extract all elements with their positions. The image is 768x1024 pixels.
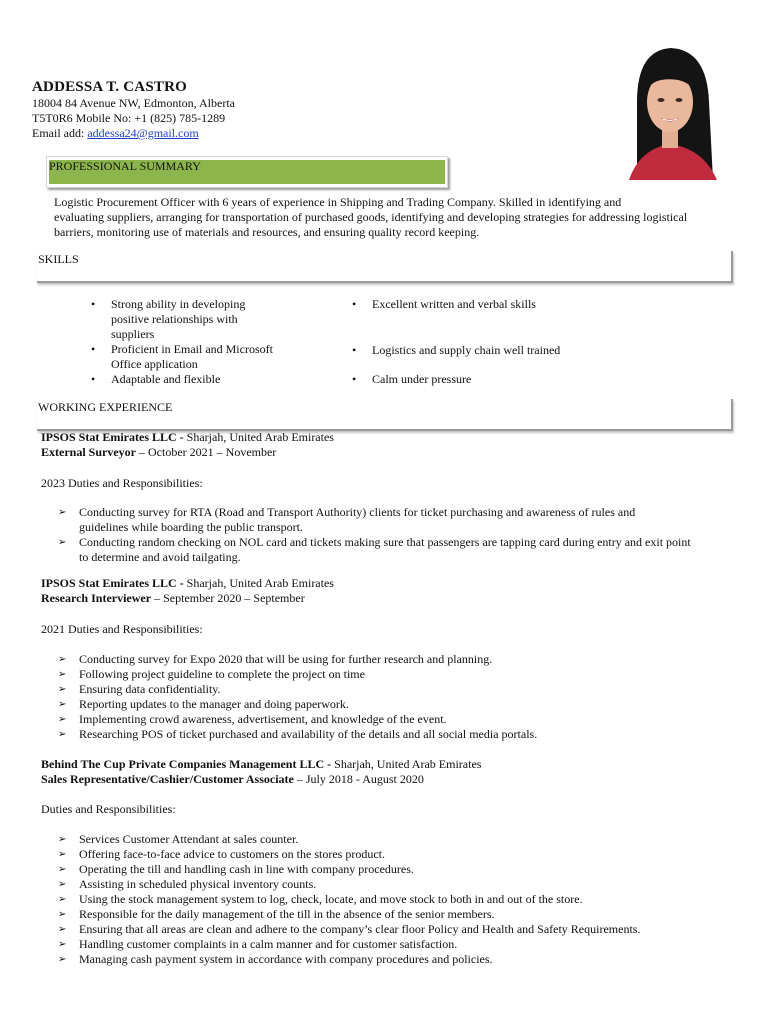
duty-text: Researching POS of ticket purchased and availability of the details and all social media portals. — [79, 727, 538, 741]
duty-text: Reporting updates to the manager and doing paperwork. — [79, 697, 349, 711]
list-item — [58, 832, 722, 847]
skill-text: suppliers — [111, 327, 155, 341]
list-item — [58, 682, 722, 697]
job-role: Sales Representative/Cashier/Customer Associate — [41, 772, 294, 786]
skill-text: Calm under pressure — [372, 372, 472, 386]
email-link[interactable]: addessa24@gmail.com — [87, 126, 199, 140]
duty-text: Conducting survey for RTA (Road and Transport Authority) clients for ticket purchasing and awareness of rules and — [79, 505, 636, 519]
list-item — [58, 907, 722, 922]
email-label: Email add: — [32, 126, 88, 140]
list-item — [58, 847, 722, 862]
arrow-bullet-icon: ➢ — [58, 654, 67, 665]
bullet-icon: • — [352, 372, 357, 386]
arrow-bullet-icon: ➢ — [58, 669, 67, 680]
candidate-name: ADDESSA T. CASTRO — [32, 79, 187, 95]
list-item — [58, 535, 722, 565]
skills-left-item — [91, 372, 311, 387]
skills-right-item — [352, 372, 692, 387]
skill-text: Adaptable and flexible — [111, 372, 221, 386]
skill-text: Office application — [111, 357, 198, 371]
duty-text: Operating the till and handling cash in line with company procedures. — [79, 862, 414, 876]
job-role: External Surveyor — [41, 445, 136, 459]
arrow-bullet-icon: ➢ — [58, 879, 67, 890]
arrow-bullet-icon: ➢ — [58, 924, 67, 935]
list-item — [58, 667, 722, 682]
arrow-bullet-icon: ➢ — [58, 729, 67, 740]
list-item — [58, 727, 722, 742]
skill-text: Logistics and supply chain well trained — [372, 343, 561, 357]
duties-title: 2023 Duties and Responsibilities: — [41, 476, 203, 490]
job-header — [41, 757, 721, 787]
duty-text: guidelines while boarding the public transport. — [79, 520, 303, 534]
bullet-icon: • — [352, 297, 357, 311]
bullet-icon: • — [91, 297, 96, 311]
arrow-bullet-icon: ➢ — [58, 939, 67, 950]
summary-line: Logistic Procurement Officer with 6 years of experience in Shipping and Trading Company. Skilled in identifying and — [54, 195, 622, 209]
list-item — [58, 712, 722, 727]
arrow-bullet-icon: ➢ — [58, 507, 67, 518]
list-item — [58, 937, 722, 952]
company-name: IPSOS Stat Emirates LLC - — [41, 576, 187, 590]
list-item — [58, 892, 722, 907]
summary-heading-box — [46, 156, 448, 188]
list-item — [58, 877, 722, 892]
skill-text: Proficient in Email and Microsoft — [111, 342, 273, 356]
arrow-bullet-icon: ➢ — [58, 849, 67, 860]
job-role: Research Interviewer — [41, 591, 152, 605]
company-name: Behind The Cup Private Companies Management LLC - — [41, 757, 335, 771]
company-name: IPSOS Stat Emirates LLC - — [41, 430, 187, 444]
experience-heading: WORKING EXPERIENCE — [38, 400, 173, 414]
skill-text: Strong ability in developing — [111, 297, 246, 311]
arrow-bullet-icon: ➢ — [58, 954, 67, 965]
summary-line: barriers, monitoring use of materials and resources, and ensuring quality record keeping. — [54, 225, 480, 239]
duty-text: Assisting in scheduled physical inventory counts. — [79, 877, 317, 891]
job-dates: – July 2018 - August 2020 — [293, 772, 424, 786]
list-item — [58, 922, 722, 937]
skills-left-item — [91, 342, 311, 372]
company-location: Sharjah, United Arab Emirates — [186, 576, 334, 590]
company-location: Sharjah, United Arab Emirates — [334, 757, 482, 771]
duty-text: Using the stock management system to log, check, locate, and move stock to both in and out of the store. — [79, 892, 583, 906]
skills-right-item — [352, 343, 692, 358]
address-line-2: T5T0R6 Mobile No: +1 (825) 785-1289 — [32, 111, 226, 125]
duty-text: to determine and avoid tailgating. — [79, 550, 241, 564]
list-item — [58, 952, 722, 967]
duty-text: Responsible for the daily management of the till in the absence of the senior members. — [79, 907, 495, 921]
duty-text: Offering face-to-face advice to customers on the stores product. — [79, 847, 385, 861]
profile-photo-image — [617, 42, 723, 180]
job-header — [41, 576, 721, 606]
job-dates: – September 2020 – September — [151, 591, 305, 605]
arrow-bullet-icon: ➢ — [58, 537, 67, 548]
arrow-bullet-icon: ➢ — [58, 864, 67, 875]
duties-title: Duties and Responsibilities: — [41, 802, 176, 816]
duty-text: Ensuring that all areas are clean and adhere to the company’s clear floor Policy and Health and Safety Requirements. — [79, 922, 641, 936]
bullet-icon: • — [91, 372, 96, 386]
job-header — [41, 430, 721, 460]
duties-list — [58, 652, 722, 742]
arrow-bullet-icon: ➢ — [58, 699, 67, 710]
arrow-bullet-icon: ➢ — [58, 909, 67, 920]
experience-heading-bar — [37, 399, 733, 431]
duty-text: Services Customer Attendant at sales counter. — [79, 832, 299, 846]
email-line — [32, 126, 392, 141]
list-item — [58, 652, 722, 667]
skills-heading: SKILLS — [38, 252, 79, 266]
arrow-bullet-icon: ➢ — [58, 714, 67, 725]
profile-photo — [617, 42, 723, 180]
duty-text: Handling customer complaints in a calm manner and for customer satisfaction. — [79, 937, 458, 951]
contact-block — [32, 96, 392, 141]
list-item — [58, 505, 722, 535]
job-dates: – October 2021 – November — [136, 445, 277, 459]
duty-text: Managing cash payment system in accordance with company procedures and policies. — [79, 952, 493, 966]
bullet-icon: • — [91, 342, 96, 356]
summary-heading: PROFESSIONAL SUMMARY — [49, 159, 201, 173]
duty-text: Conducting survey for Expo 2020 that will be using for further research and planning. — [79, 652, 493, 666]
duty-text: Implementing crowd awareness, advertisement, and knowledge of the event. — [79, 712, 447, 726]
skill-text: positive relationships with — [111, 312, 238, 326]
list-item — [58, 862, 722, 877]
arrow-bullet-icon: ➢ — [58, 894, 67, 905]
arrow-bullet-icon: ➢ — [58, 834, 67, 845]
duties-list — [58, 832, 722, 967]
skills-heading-bar — [37, 251, 733, 283]
company-location: Sharjah, United Arab Emirates — [186, 430, 334, 444]
skills-left-item — [91, 297, 311, 342]
summary-text — [54, 195, 722, 240]
duties-title: 2021 Duties and Responsibilities: — [41, 622, 203, 636]
skill-text: Excellent written and verbal skills — [372, 297, 536, 311]
summary-line: evaluating suppliers, arranging for transportation of purchased goods, identifying and developing strategies for addressing logistical — [54, 210, 688, 224]
skills-right-item — [352, 297, 692, 312]
address-line-1: 18004 84 Avenue NW, Edmonton, Alberta — [32, 96, 235, 110]
bullet-icon: • — [352, 343, 357, 357]
duty-text: Ensuring data confidentiality. — [79, 682, 221, 696]
duty-text: Following project guideline to complete the project on time — [79, 667, 365, 681]
duties-list — [58, 505, 722, 565]
list-item — [58, 697, 722, 712]
arrow-bullet-icon: ➢ — [58, 684, 67, 695]
duty-text: Conducting random checking on NOL card and tickets making sure that passengers are tapping card during entry and exit point — [79, 535, 691, 549]
